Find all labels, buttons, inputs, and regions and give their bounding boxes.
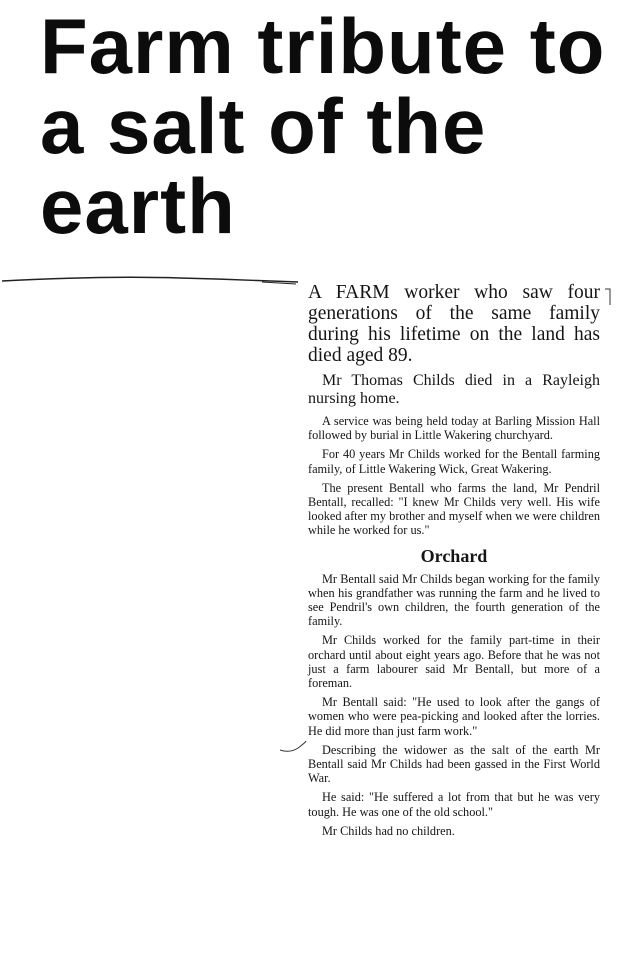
margin-scribble (278, 740, 308, 754)
body-paragraph: Describing the widower as the salt of the earth Mr Bentall said Mr Childs had been gassed in the First World War. (308, 742, 600, 786)
lead-paragraph: A FARM worker who saw four generations of the same family during his lifetime on the land has died aged 89. (308, 282, 600, 366)
second-paragraph: Mr Thomas Childs died in a Rayleigh nursing home. (308, 372, 600, 407)
body-paragraph: A service was being held today at Barling Mission Hall followed by burial in Little Wakering churchyard. (308, 414, 600, 443)
body-paragraph: Mr Childs worked for the family part-time in their orchard until about eight years ago. Before that he was not just a farm labourer said Mr Bentall, but more of a foreman. (308, 633, 600, 691)
margin-mark (604, 288, 612, 306)
body-paragraph: Mr Bentall said: "He used to look after the gangs of women who were pea-picking and looked after the lorries. He did more than just farm work." (308, 695, 600, 738)
headline-underline-mark (0, 272, 300, 286)
body-paragraph: He said: "He suffered a lot from that but he was very tough. He was one of the old school." (308, 790, 600, 819)
body-paragraph: For 40 years Mr Childs worked for the Bentall farming family, of Little Wakering Wick, Great Wakering. (308, 447, 600, 476)
crosshead: Orchard (420, 545, 488, 566)
body-paragraph: Mr Bentall said Mr Childs began working for the family when his grandfather was running the farm and he lived to see Pendril's own children, the fourth generation of the family. (308, 571, 600, 629)
body-paragraph: Mr Childs had no children. (322, 823, 455, 838)
headline: Farm tribute to a salt of the earth (40, 2, 606, 250)
body-paragraph: The present Bentall who farms the land, Mr Pendril Bentall, recalled: "I knew Mr Childs very well. His wife looked after my brother and myself when we were children while he worked for us." (308, 480, 600, 538)
article-body (308, 282, 600, 843)
